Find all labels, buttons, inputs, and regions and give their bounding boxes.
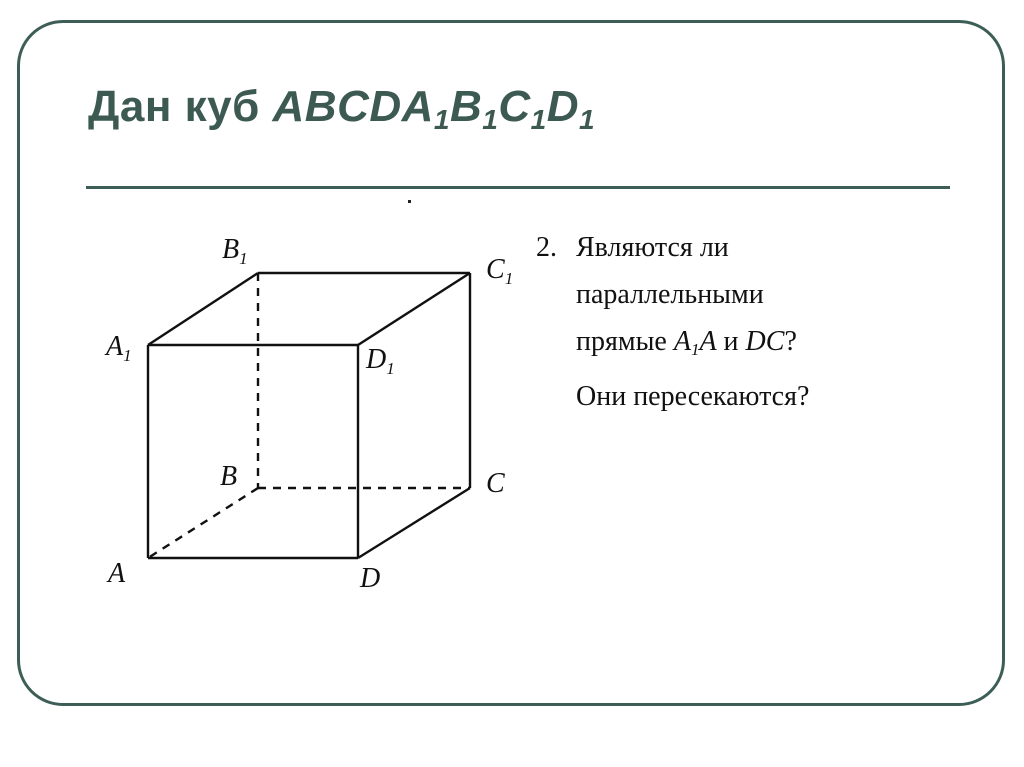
title-prefix: Дан куб: [88, 82, 260, 131]
vertex-label-b: B: [220, 461, 238, 492]
edge-b-a: [148, 488, 258, 558]
edge-c1-d1: [358, 273, 470, 345]
vertex-label-b1: $B_1$: [222, 234, 248, 268]
vertex-label-d: D: [360, 563, 381, 594]
vertex-label-c: C: [486, 468, 505, 499]
vertex-label-a: A: [108, 558, 126, 589]
cube-edges: [148, 273, 470, 558]
vertex-label-a1: $A_1$: [106, 331, 132, 365]
edge-a1-b1: [148, 273, 258, 345]
edge-c-d: [358, 488, 470, 558]
question-line-1: Являются ли: [576, 232, 729, 263]
vertex-label-d1: $D_1$: [366, 344, 395, 378]
vertex-label-c1: $C_1$: [486, 254, 514, 288]
question-line-2: параллельными: [576, 279, 764, 310]
question-number: 2.: [536, 232, 557, 263]
cube-labels: [104, 234, 513, 594]
question-line-4: Они пересекаются?: [576, 381, 810, 412]
cube-name: $ABCDA_1B_1C_1D_1$: [272, 82, 596, 135]
question-line-3: прямые $A_1A$ и DC?: [576, 326, 797, 359]
